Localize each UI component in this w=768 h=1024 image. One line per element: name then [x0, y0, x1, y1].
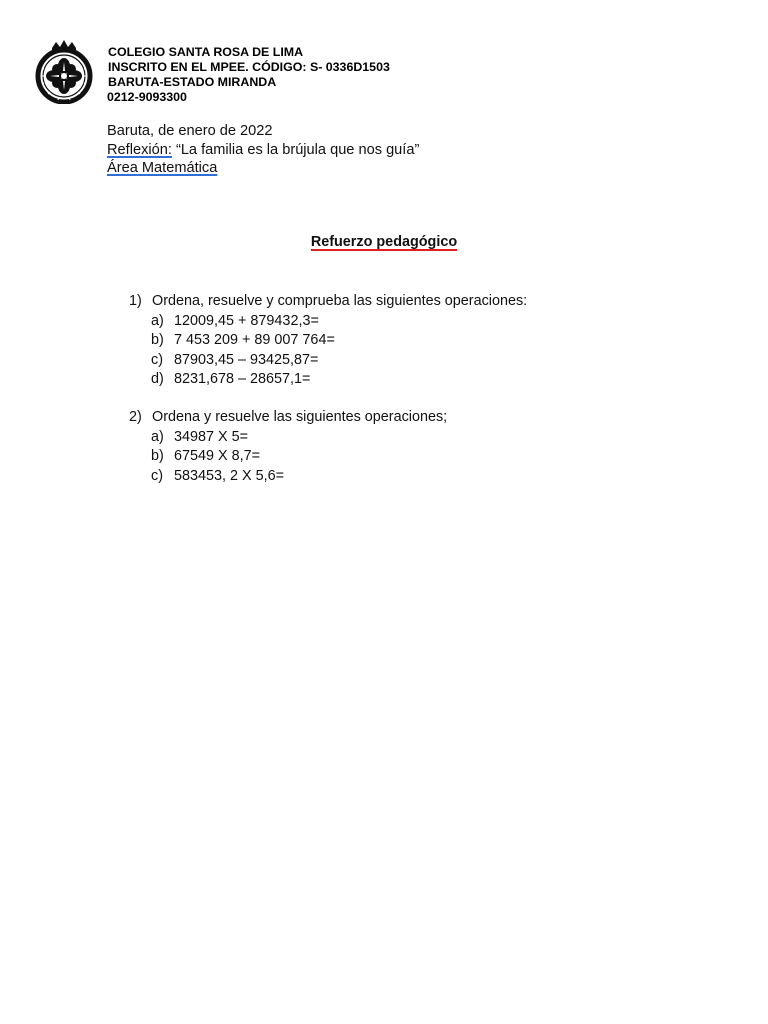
area-line	[107, 159, 419, 178]
item-label: a)	[151, 312, 164, 329]
item-label: c)	[151, 467, 163, 484]
document-date: Baruta, de enero de 2022	[107, 123, 273, 139]
item-text: 87903,45 – 93425,87=	[174, 351, 319, 368]
school-phone: 0212-9093300	[107, 90, 187, 104]
list-item	[151, 331, 527, 351]
school-location: BARUTA-ESTADO MIRANDA	[108, 75, 277, 89]
list-item	[151, 351, 527, 371]
item-label: b)	[151, 332, 164, 348]
item-text: 8231,678 – 28657,1=	[174, 371, 311, 387]
list-item	[151, 312, 527, 332]
exercise-prompt-text: Ordena, resuelve y comprueba las siguientes operaciones:	[152, 293, 528, 309]
item-label: a)	[151, 428, 164, 445]
list-item	[151, 370, 527, 390]
item-text: 34987 X 5=	[174, 428, 249, 445]
reflection-line	[107, 141, 419, 160]
exercise-prompt	[129, 408, 447, 428]
item-text: 583453, 2 X 5,6=	[174, 467, 285, 484]
exercise-1	[129, 292, 527, 390]
document-meta	[107, 122, 419, 178]
item-label: c)	[151, 351, 163, 368]
page-title-text: Refuerzo pedagógico	[310, 234, 458, 250]
item-label: d)	[151, 371, 164, 387]
exercise-prompt	[129, 292, 527, 312]
school-registration: INSCRITO EN EL MPEE. CÓDIGO: S- 0336D1503	[108, 60, 390, 74]
list-item	[151, 467, 447, 487]
reflection-label: Reflexión:	[107, 141, 172, 158]
reflection-text: “La familia es la brújula que nos guía”	[171, 141, 420, 158]
item-text: 67549 X 8,7=	[174, 448, 261, 464]
item-text: 7 453 209 + 89 007 764=	[174, 332, 335, 348]
area-text: Matemática	[137, 160, 218, 176]
exercise-number: 2)	[129, 409, 142, 425]
item-label: b)	[151, 448, 164, 464]
area-label-group	[107, 160, 217, 176]
exercise-prompt-text: Ordena y resuelve las siguientes operaciones;	[152, 409, 448, 425]
list-item	[151, 428, 447, 448]
list-item	[151, 447, 447, 467]
page-title	[0, 234, 768, 250]
exercise-items	[151, 312, 527, 390]
school-name: COLEGIO SANTA ROSA DE LIMA	[108, 45, 304, 59]
school-crest-icon	[30, 38, 98, 104]
area-label: Área	[107, 160, 138, 176]
exercise-items	[151, 428, 447, 487]
exercise-2	[129, 408, 447, 486]
exercise-number: 1)	[129, 293, 142, 309]
item-text: 12009,45 + 879432,3=	[174, 312, 319, 329]
school-header	[108, 45, 390, 105]
